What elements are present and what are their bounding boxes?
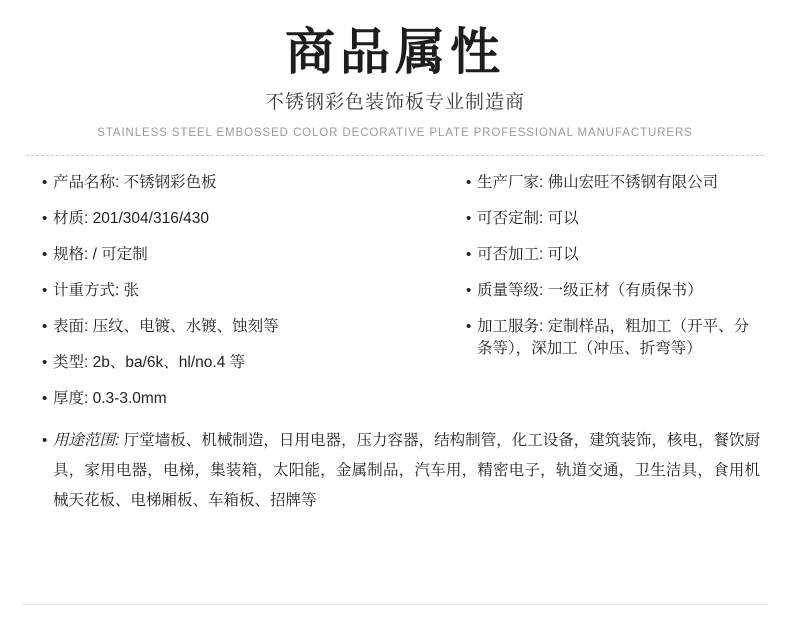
spec-row-processing-service: [466, 316, 760, 360]
spec-columns: [22, 172, 768, 424]
bullet-icon: •: [42, 318, 48, 335]
spec-value: 可以: [547, 246, 579, 263]
bullet-icon: •: [466, 246, 472, 263]
spec-row-weighing-method: [42, 280, 448, 302]
page-subtitle-english: STAINLESS STEEL EMBOSSED COLOR DECORATIVE PLATE PROFESSIONAL MANUFACTURERS: [97, 127, 693, 139]
spec-row-thickness: [42, 388, 448, 410]
spec-label: 生产厂家:: [477, 174, 544, 191]
bullet-icon: •: [466, 174, 472, 191]
spec-value: 可以: [547, 210, 579, 227]
bullet-icon: •: [42, 390, 48, 407]
spec-value: 201/304/316/430: [92, 210, 209, 227]
spec-row-usage-range: [42, 426, 760, 516]
bullet-icon: •: [466, 318, 472, 335]
page-header: [22, 0, 768, 141]
spec-value: 压纹、电镀、水镀、蚀刻等: [92, 318, 279, 335]
header-divider: [26, 155, 764, 156]
bullet-icon: •: [466, 282, 472, 299]
spec-row-surface: [42, 316, 448, 338]
spec-row-manufacturer: [466, 172, 760, 194]
spec-label: 材质:: [53, 210, 89, 227]
footer-divider: [22, 604, 768, 605]
spec-label: 规格:: [53, 246, 89, 263]
spec-column-right: [448, 172, 760, 424]
spec-value: 不锈钢彩色板: [123, 174, 217, 191]
usage-value: 厅堂墙板、机械制造，日用电器，压力容器，结构制管，化工设备，建筑装饰，核电，餐饮厨具，家用电器，电梯，集装箱，太阳能，金属制品，汽车用，精密电子，轨道交通，卫生洁具，食用机械天花板、电梯厢板、车箱板、招牌等: [53, 432, 760, 509]
spec-label: 类型:: [53, 354, 89, 371]
spec-label: 计重方式:: [53, 282, 120, 299]
bullet-icon: •: [42, 246, 48, 263]
spec-row-quality-grade: [466, 280, 760, 302]
spec-label: 可否定制:: [477, 210, 544, 227]
bullet-icon: •: [42, 282, 48, 299]
spec-value: 一级正材（有质保书）: [547, 282, 703, 299]
spec-label: 产品名称:: [53, 174, 120, 191]
spec-row-type: [42, 352, 448, 374]
spec-row-material: [42, 208, 448, 230]
bullet-icon: •: [42, 354, 48, 371]
spec-label: 加工服务:: [477, 318, 544, 335]
spec-label: 厚度:: [53, 390, 89, 407]
spec-label: 质量等级:: [477, 282, 544, 299]
bullet-icon: •: [42, 210, 48, 227]
spec-label: 表面:: [53, 318, 89, 335]
spec-value: 张: [123, 282, 140, 299]
page-title: 商品属性: [285, 23, 505, 81]
usage-label: 用途范围:: [53, 432, 120, 449]
spec-value: 2b、ba/6k、hl/no.4 等: [92, 354, 246, 371]
spec-row-product-name: [42, 172, 448, 194]
bullet-icon: •: [42, 432, 48, 449]
page-subtitle: 不锈钢彩色装饰板专业制造商: [264, 92, 525, 113]
spec-row-specification: [42, 244, 448, 266]
spec-label: 可否加工:: [477, 246, 544, 263]
spec-column-left: [30, 172, 448, 424]
spec-row-customizable: [466, 208, 760, 230]
spec-row-processable: [466, 244, 760, 266]
bullet-icon: •: [466, 210, 472, 227]
bullet-icon: •: [42, 174, 48, 191]
spec-value: / 可定制: [92, 246, 148, 263]
spec-value: 定制样品，粗加工（开平、分条等），深加工（冲压、折弯等）: [477, 318, 750, 357]
spec-value: 佛山宏旺不锈钢有限公司: [547, 174, 719, 191]
spec-value: 0.3-3.0mm: [92, 390, 167, 407]
